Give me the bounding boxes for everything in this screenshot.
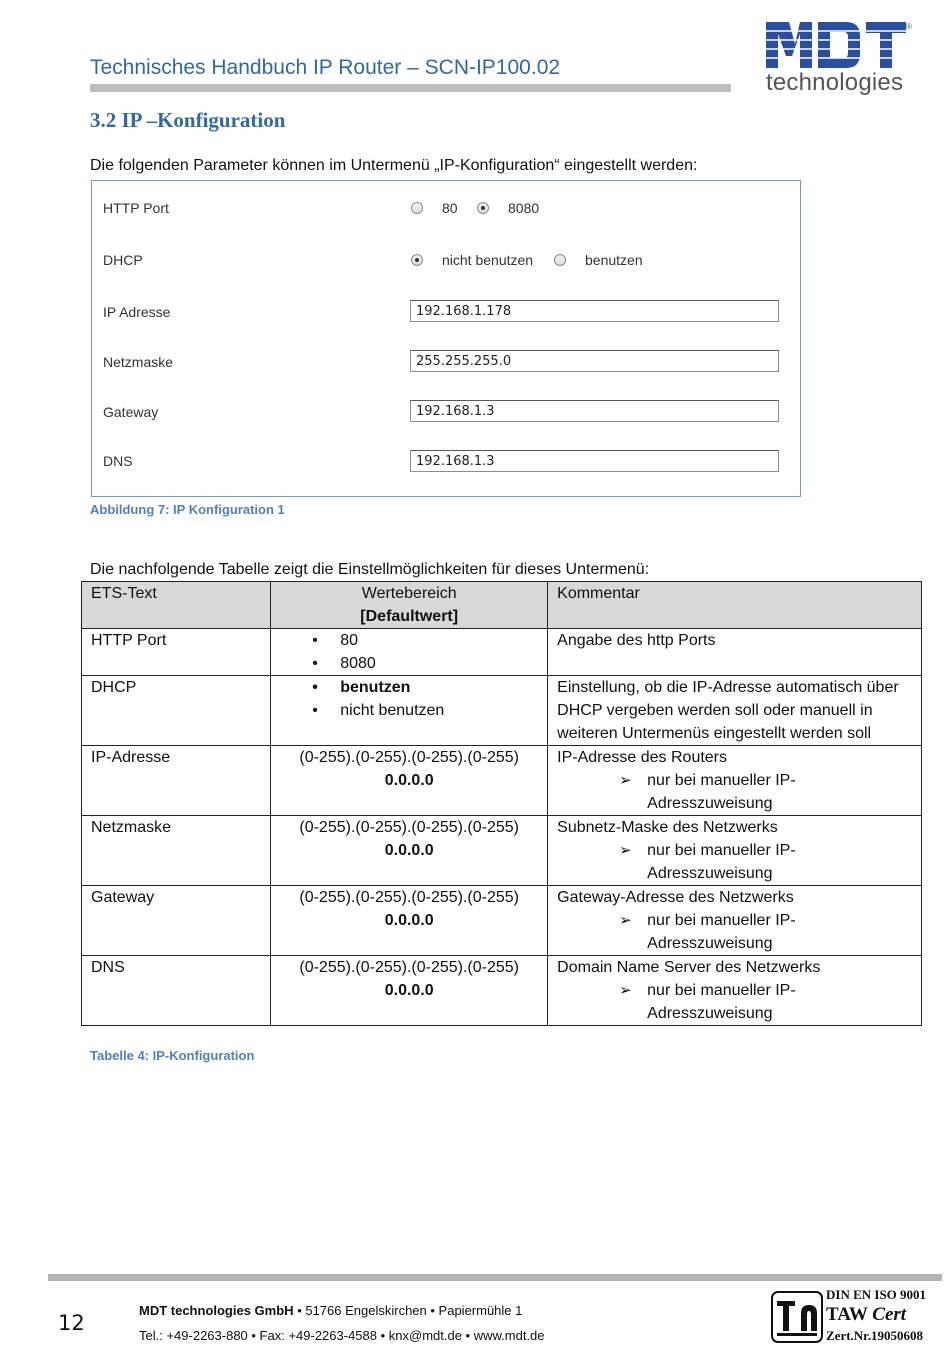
row-value-range — [271, 816, 548, 886]
comment-note: ➢ nur bei manueller IP-Adresszuweisung — [619, 769, 912, 815]
mdt-logo-mark — [766, 22, 906, 68]
dhcp-not-use-label: nicht benutzen — [442, 252, 534, 268]
row-comment: Angabe des http Ports — [548, 629, 922, 676]
http-port-8080-label: 8080 — [508, 200, 540, 216]
table-intro: Die nachfolgende Tabelle zeigt die Einstellmöglichkeiten für dieses Untermenü: — [90, 561, 650, 578]
row-value-range — [271, 886, 548, 956]
comment-text: Gateway-Adresse des Netzwerks — [557, 889, 794, 906]
table-row — [82, 629, 922, 676]
option-item-default: • benutzen — [312, 676, 538, 699]
dns-input[interactable]: 192.168.1.3 — [410, 450, 779, 472]
footer-address — [139, 1303, 522, 1318]
cert-name-a: TAW — [826, 1304, 868, 1325]
row-comment — [548, 746, 922, 816]
taw-cert-logo-icon — [771, 1291, 823, 1343]
ip-config-screenshot — [91, 180, 801, 497]
comment-note: ➢ nur bei manueller IP-Adresszuweisung — [619, 839, 912, 885]
dhcp-not-use-radio[interactable] — [411, 254, 423, 266]
table-row — [82, 886, 922, 956]
header-range-label: Wertebereich — [361, 585, 457, 602]
header-comment: Kommentar — [548, 582, 922, 629]
default-value: 0.0.0.0 — [384, 772, 434, 789]
table-caption: Tabelle 4: IP-Konfiguration — [90, 1048, 255, 1063]
http-port-80-radio[interactable] — [411, 202, 423, 214]
option-item: • 80 — [312, 629, 538, 652]
comment-note: ➢ nur bei manueller IP-Adresszuweisung — [619, 909, 912, 955]
row-ets-text: IP-Adresse — [82, 746, 271, 816]
row-ets-text: DNS — [82, 956, 271, 1026]
footer-divider — [48, 1274, 942, 1281]
figure-caption: Abbildung 7: IP Konfiguration 1 — [90, 502, 285, 517]
range-text: (0-255).(0-255).(0-255).(0-255) — [299, 819, 520, 836]
iso-certificate — [771, 1287, 941, 1347]
range-text: (0-255).(0-255).(0-255).(0-255) — [299, 749, 520, 766]
row-value-range — [271, 629, 548, 676]
header-default-label: [Defaultwert] — [360, 608, 459, 625]
dhcp-use-radio[interactable] — [554, 254, 566, 266]
logo-subtitle: technologies — [766, 69, 904, 96]
row-comment — [548, 956, 922, 1026]
dhcp-use-label: benutzen — [585, 252, 643, 268]
table-row — [82, 956, 922, 1026]
header-ets-text: ETS-Text — [82, 582, 271, 629]
page-number: 12 — [58, 1311, 85, 1335]
table-row — [82, 676, 922, 746]
range-text: (0-255).(0-255).(0-255).(0-255) — [299, 959, 520, 976]
mdt-logo — [760, 18, 920, 100]
section-intro: Die folgenden Parameter können im Untermenü „IP-Konfiguration“ eingestellt werden: — [90, 157, 698, 174]
ip-address-label: IP Adresse — [103, 304, 171, 320]
cert-name-b: Cert — [872, 1304, 907, 1325]
registered-mark: ® — [906, 22, 912, 31]
header-divider — [90, 84, 731, 92]
netmask-input[interactable]: 255.255.255.0 — [410, 350, 779, 372]
cert-standard: DIN EN ISO 9001 — [826, 1287, 927, 1302]
dns-label: DNS — [103, 453, 133, 469]
default-value: 0.0.0.0 — [384, 912, 434, 929]
gateway-input[interactable]: 192.168.1.3 — [410, 400, 779, 422]
default-value: 0.0.0.0 — [384, 842, 434, 859]
footer-company: MDT technologies GmbH — [139, 1303, 294, 1318]
footer-address-text: • 51766 Engelskirchen • Papiermühle 1 — [297, 1303, 523, 1318]
document-title: Technisches Handbuch IP Router – SCN-IP100.02 — [90, 56, 561, 79]
option-item: • 8080 — [312, 652, 538, 675]
cert-name — [826, 1304, 906, 1326]
row-value-range — [271, 676, 548, 746]
comment-note: ➢ nur bei manueller IP-Adresszuweisung — [619, 979, 912, 1025]
cert-number: Zert.Nr.19050608 — [826, 1328, 924, 1343]
row-comment: Einstellung, ob die IP-Adresse automatisch über DHCP vergeben werden soll oder manuell in weiteren Untermenüs eingestellt werden soll — [548, 676, 922, 746]
row-comment — [548, 886, 922, 956]
comment-text: Domain Name Server des Netzwerks — [557, 959, 821, 976]
range-text: (0-255).(0-255).(0-255).(0-255) — [299, 889, 520, 906]
footer-contact: Tel.: +49-2263-880 • Fax: +49-2263-4588 • knx@mdt.de • www.mdt.de — [139, 1328, 545, 1343]
row-value-range — [271, 956, 548, 1026]
http-port-8080-radio[interactable] — [477, 202, 489, 214]
default-value: 0.0.0.0 — [384, 982, 434, 999]
row-ets-text: Netzmaske — [82, 816, 271, 886]
ip-address-input[interactable]: 192.168.1.178 — [410, 300, 779, 322]
row-ets-text: DHCP — [82, 676, 271, 746]
table-row — [82, 816, 922, 886]
comment-text: Subnetz-Maske des Netzwerks — [557, 819, 778, 836]
netmask-label: Netzmaske — [103, 354, 174, 370]
comment-text: IP-Adresse des Routers — [557, 749, 728, 766]
table-row — [82, 746, 922, 816]
row-comment — [548, 816, 922, 886]
gateway-label: Gateway — [103, 404, 159, 420]
http-port-80-label: 80 — [442, 200, 458, 216]
http-port-label: HTTP Port — [103, 200, 169, 216]
row-ets-text: HTTP Port — [82, 629, 271, 676]
parameter-table — [81, 581, 922, 1026]
section-heading: 3.2 IP –Konfiguration — [90, 108, 286, 132]
table-header-row — [82, 582, 922, 629]
row-ets-text: Gateway — [82, 886, 271, 956]
dhcp-label: DHCP — [103, 252, 143, 268]
header-value-range — [271, 582, 548, 629]
row-value-range — [271, 746, 548, 816]
option-item: • nicht benutzen — [312, 699, 538, 722]
